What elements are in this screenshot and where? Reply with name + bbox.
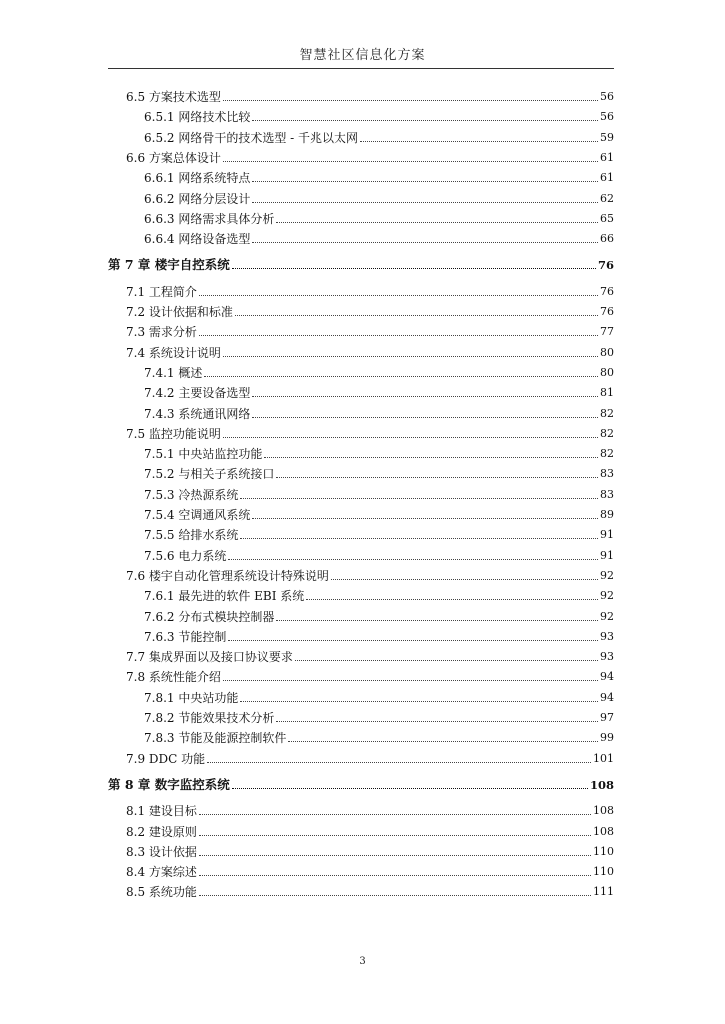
toc-entry[interactable] — [126, 323, 614, 339]
toc-leader-dots — [252, 395, 598, 397]
toc-entry[interactable] — [126, 425, 614, 441]
toc-entry-label: 6.6.4 网络设备选型 — [144, 232, 251, 247]
toc-entry[interactable] — [144, 587, 614, 603]
toc-entry-label: 6.5 方案技术选型 — [126, 90, 221, 104]
toc-entry-page: 94 — [600, 670, 614, 684]
toc-entry-page: 89 — [600, 508, 614, 521]
toc-entry-label: 7.5.6 电力系统 — [144, 548, 227, 563]
toc-entry-page: 61 — [600, 150, 614, 164]
toc-leader-dots — [252, 201, 598, 203]
toc-entry[interactable] — [144, 405, 614, 421]
toc-entry[interactable] — [144, 364, 614, 380]
toc-entry-page: 59 — [600, 130, 614, 144]
toc-entry[interactable] — [144, 445, 614, 461]
toc-entry-page: 110 — [593, 844, 614, 858]
toc-entry[interactable] — [126, 149, 614, 165]
toc-leader-dots — [240, 700, 598, 702]
toc-entry[interactable] — [144, 547, 614, 563]
toc-leader-dots — [276, 221, 598, 223]
toc-leader-dots — [232, 787, 588, 789]
toc-entry-label: 第 7 章 楼宇自控系统 — [108, 257, 230, 273]
toc-entry-page: 82 — [600, 426, 614, 440]
toc-leader-dots — [204, 375, 598, 377]
toc-entry-label: 7.4 系统设计说明 — [126, 345, 221, 360]
toc-leader-dots — [223, 679, 598, 681]
toc-entry-label: 7.5 监控功能说明 — [126, 426, 221, 441]
toc-leader-dots — [360, 140, 598, 142]
toc-entry-page: 97 — [600, 711, 614, 724]
toc-leader-dots — [199, 294, 598, 296]
toc-leader-dots — [331, 578, 598, 580]
toc-entry[interactable] — [126, 88, 614, 104]
toc-entry-label: 7.2 设计依据和标准 — [126, 305, 233, 319]
toc-entry-page: 77 — [600, 325, 614, 339]
toc-entry-page: 76 — [600, 305, 614, 318]
toc-entry-page: 56 — [600, 90, 614, 103]
toc-entry-page: 56 — [600, 110, 614, 124]
toc-entry[interactable] — [126, 750, 614, 766]
toc-entry-page: 91 — [600, 548, 614, 562]
toc-entry-label: 7.8.1 中央站功能 — [144, 690, 239, 705]
toc-entry-label: 7.6 楼宇自动化管理系统设计特殊说明 — [126, 568, 329, 583]
toc-leader-dots — [295, 659, 598, 661]
toc-entry-label: 7.6.1 最先进的软件 EBI 系统 — [144, 589, 305, 604]
toc-entry-page: 93 — [600, 650, 614, 664]
toc-entry[interactable] — [144, 129, 614, 145]
toc-entry-page: 92 — [600, 568, 614, 582]
toc-entry-page: 92 — [600, 609, 614, 623]
toc-entry-page: 99 — [600, 731, 614, 745]
toc-entry[interactable] — [126, 283, 614, 299]
toc-entry-page: 94 — [600, 690, 614, 704]
toc-entry-page: 83 — [600, 467, 614, 481]
toc-entry[interactable] — [126, 802, 614, 818]
toc-leader-dots — [276, 619, 598, 621]
toc-entry-label: 8.2 建设原则 — [126, 824, 197, 839]
toc-entry-label: 7.5.4 空调通风系统 — [144, 508, 251, 522]
toc-entry-label: 7.1 工程简介 — [126, 284, 197, 299]
toc-entry-label: 8.3 设计依据 — [126, 844, 197, 859]
toc-entry[interactable] — [126, 648, 614, 664]
toc-leader-dots — [252, 180, 598, 182]
toc-entry-page: 76 — [597, 258, 614, 273]
toc-entry-label: 6.6.1 网络系统特点 — [144, 171, 251, 186]
toc-entry-label: 8.4 方案综述 — [126, 865, 197, 880]
toc-entry-page: 62 — [600, 191, 614, 205]
toc-entry-label: 7.4.3 系统通讯网络 — [144, 406, 251, 421]
toc-leader-dots — [228, 639, 598, 641]
toc-entry-page: 80 — [600, 365, 614, 379]
toc-entry-label: 8.1 建设目标 — [126, 804, 197, 819]
toc-leader-dots — [288, 740, 598, 742]
toc-entry-page: 108 — [589, 777, 614, 792]
toc-leader-dots — [306, 598, 598, 600]
toc-leader-dots — [276, 720, 598, 722]
toc-leader-dots — [252, 119, 598, 121]
toc-entry[interactable] — [144, 210, 614, 226]
toc-entry-page: 91 — [600, 528, 614, 542]
toc-entry-page: 65 — [600, 211, 614, 225]
toc-entry-page: 111 — [593, 885, 614, 899]
header-rule — [108, 68, 614, 69]
toc-entry[interactable] — [126, 303, 614, 319]
toc-leader-dots — [232, 267, 596, 269]
toc-entry-page: 108 — [593, 824, 614, 838]
toc-entry-label: 7.8.2 节能效果技术分析 — [144, 711, 275, 725]
toc-entry-page: 61 — [600, 171, 614, 185]
toc-entry-label: 7.8.3 节能及能源控制软件 — [144, 731, 287, 746]
toc-entry[interactable] — [144, 709, 614, 725]
toc-entry-label: 7.4.2 主要设备选型 — [144, 386, 251, 401]
toc-entry-page: 93 — [600, 629, 614, 643]
toc-entry-label: 6.5.1 网络技术比较 — [144, 110, 251, 125]
toc-leader-dots — [199, 834, 591, 836]
toc-entry-page: 83 — [600, 487, 614, 501]
page-number: 3 — [359, 956, 366, 967]
toc-entry-label: 7.6.2 分布式模块控制器 — [144, 609, 275, 624]
toc-entry-label: 7.5.2 与相关子系统接口 — [144, 467, 275, 482]
toc-entry[interactable] — [144, 526, 614, 542]
toc-entry-page: 76 — [600, 284, 614, 298]
toc-entry-page: 108 — [593, 804, 614, 818]
toc-leader-dots — [223, 355, 598, 357]
toc-entry-label: 7.9 DDC 功能 — [126, 751, 206, 766]
toc-leader-dots — [223, 99, 598, 101]
toc-entry[interactable] — [126, 668, 614, 684]
toc-entry[interactable] — [144, 628, 614, 644]
toc-entry-label: 8.5 系统功能 — [126, 885, 197, 900]
toc-leader-dots — [199, 813, 591, 815]
toc-leader-dots — [223, 160, 598, 162]
toc-leader-dots — [207, 761, 591, 763]
toc-leader-dots — [199, 894, 591, 896]
toc-entry-page: 101 — [593, 751, 614, 765]
toc-entry[interactable] — [126, 344, 614, 360]
toc-leader-dots — [199, 854, 591, 856]
toc-entry-label: 6.6 方案总体设计 — [126, 150, 221, 165]
toc-entry[interactable] — [126, 863, 614, 879]
toc-leader-dots — [235, 314, 598, 316]
toc-entry-page: 80 — [600, 345, 614, 359]
toc-leader-dots — [240, 497, 598, 499]
toc-entry[interactable] — [126, 883, 614, 899]
toc-entry-label: 7.5.5 给排水系统 — [144, 528, 239, 543]
toc-chapter-entry[interactable] — [108, 776, 614, 792]
toc-entry-page: 81 — [600, 386, 614, 400]
toc-entry-page: 82 — [600, 406, 614, 420]
toc-entry-label: 7.7 集成界面以及接口协议要求 — [126, 650, 293, 665]
toc-leader-dots — [199, 874, 591, 876]
toc-entry-label: 6.5.2 网络骨干的技术选型 - 千兆以太网 — [144, 130, 359, 145]
toc-entry-label: 7.5.1 中央站监控功能 — [144, 447, 263, 462]
toc-entry-label: 第 8 章 数字监控系统 — [108, 776, 230, 792]
toc-entry-label: 7.5.3 冷热源系统 — [144, 487, 239, 502]
toc-entry[interactable] — [144, 169, 614, 185]
toc-leader-dots — [199, 334, 598, 336]
toc-entry[interactable] — [144, 689, 614, 705]
toc-entry-page: 66 — [600, 232, 614, 246]
toc-entry[interactable] — [144, 729, 614, 745]
toc-entry[interactable] — [144, 486, 614, 502]
page-header: 智慧社区信息化方案 — [299, 48, 426, 63]
toc-entry[interactable] — [126, 567, 614, 583]
toc-entry-page: 82 — [600, 447, 614, 461]
toc-entry-label: 7.8 系统性能介绍 — [126, 670, 221, 685]
toc-leader-dots — [228, 558, 598, 560]
toc-entry[interactable] — [144, 506, 614, 522]
toc-entry[interactable] — [144, 190, 614, 206]
toc-entry[interactable] — [144, 230, 614, 246]
toc-entry[interactable] — [144, 465, 614, 481]
toc-entry-label: 7.6.3 节能控制 — [144, 629, 227, 644]
toc-entry-label: 6.6.3 网络需求具体分析 — [144, 211, 275, 226]
toc-entry[interactable] — [144, 384, 614, 400]
toc-leader-dots — [252, 416, 598, 418]
toc-entry[interactable] — [144, 108, 614, 124]
toc-entry-label: 7.4.1 概述 — [144, 365, 203, 380]
toc-entry-label: 7.3 需求分析 — [126, 325, 197, 340]
toc-chapter-entry[interactable] — [108, 256, 614, 272]
toc-entry-page: 92 — [600, 589, 614, 603]
toc-leader-dots — [223, 436, 598, 438]
toc-leader-dots — [252, 517, 598, 519]
toc-entry[interactable] — [126, 823, 614, 839]
toc-leader-dots — [240, 537, 598, 539]
toc-leader-dots — [264, 456, 598, 458]
toc-entry-page: 110 — [593, 865, 614, 879]
toc-leader-dots — [252, 241, 598, 243]
toc-entry-label: 6.6.2 网络分层设计 — [144, 191, 251, 206]
toc-entry[interactable] — [144, 608, 614, 624]
toc-entry[interactable] — [126, 843, 614, 859]
toc-leader-dots — [276, 476, 598, 478]
